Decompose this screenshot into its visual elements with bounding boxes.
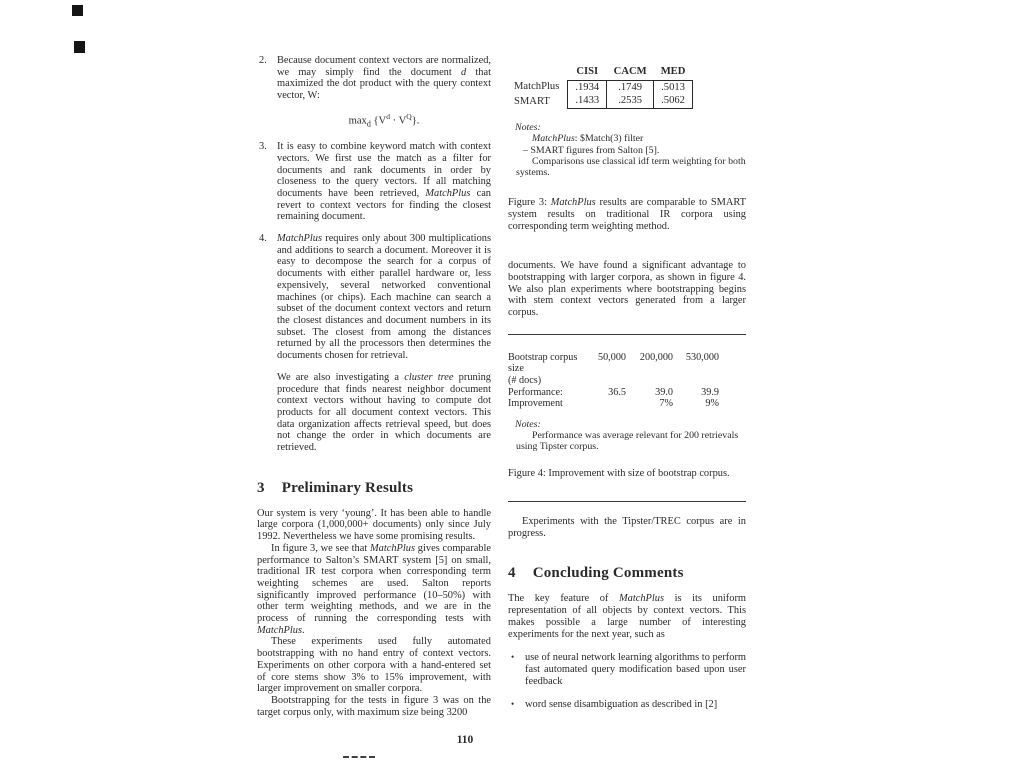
column-header: CISI — [568, 66, 607, 80]
scan-artifact-square — [74, 41, 85, 53]
paragraph-text: The key feature of — [508, 593, 619, 605]
table-cell: 200,000 — [639, 351, 673, 363]
table-row — [510, 94, 692, 108]
notes-label: Notes: — [515, 122, 541, 134]
equation-dot-product — [277, 111, 491, 130]
notes-label: Notes: — [515, 418, 541, 430]
bullet-icon: • — [511, 699, 515, 710]
italic-term: MatchPlus — [550, 197, 596, 209]
section-heading-preliminary-results — [257, 480, 491, 497]
bullet-item — [508, 699, 746, 711]
bullet-icon: • — [511, 652, 515, 663]
table-cell: 7% — [659, 398, 673, 410]
list-number: 2. — [259, 55, 267, 66]
figure3-results-table — [510, 66, 693, 109]
table-cell: 9% — [705, 398, 719, 410]
right-column — [508, 66, 746, 711]
figure3-notes — [508, 122, 746, 178]
table-row — [508, 352, 746, 387]
paragraph — [257, 543, 491, 637]
formula-sup: Q — [406, 111, 412, 121]
paragraph: These experiments used fully automated bootstrapping with no hand entry of context vectors. Experiments on other corpora with a hand-entered set of core stems show 3% to 15% improvement, with larger improvement on smaller corpora. — [257, 636, 491, 695]
paragraph: Experiments with the Tipster/TREC corpus are in progress. — [508, 516, 746, 539]
list-number: 4. — [259, 233, 267, 245]
note-line: – SMART figures from Salton [5]. — [523, 144, 660, 156]
column-header: MED — [654, 66, 693, 80]
page-number: 110 — [456, 734, 474, 746]
table-cell: 39.9 — [701, 386, 719, 398]
italic-term: MatchPlus — [618, 593, 665, 605]
list-item-text: can revert to context vectors for finding the closest remaining document. — [277, 187, 491, 223]
table-cell: .2535 — [607, 94, 654, 108]
row-label: MatchPlus — [514, 81, 560, 93]
italic-term: MatchPlus — [425, 187, 471, 199]
table-header-row — [510, 66, 692, 80]
figure-separator-rule — [508, 501, 746, 502]
paragraph: documents. We have found a significant advantage to bootstrapping with larger corpora, as shown in figure 4. We also plan experiments where bootstrapping begins with stem context vectors generated from a larger corpus. — [508, 260, 746, 319]
paragraph-text: gives comparable performance to Salton’s SMART system [5] on small, traditional IR test corpora when corresponding term weighting schemes are used. Salton reports significantly improved performance (10–50%) with other term weighting methods, and we are in the process of running the corresponding tests with — [257, 542, 491, 625]
paragraph: Bootstrapping for the tests in figure 3 was on the target corpus only, with maximum size being 3200 — [257, 694, 491, 718]
note-line — [532, 133, 746, 144]
list-item-text: It is easy to combine keyword match with context vectors. We first use the match as a filter for documents and rank documents in order by closeness to the query vectors. If all matching documents have been retrieved, — [277, 141, 491, 199]
italic-term: MatchPlus — [369, 542, 416, 554]
table-cell: 530,000 — [685, 351, 719, 363]
table-cell: 36.5 — [608, 386, 626, 398]
formula-sup: d — [386, 111, 390, 121]
paragraph: Our system is very ‘young’. It has been able to handle large corpora (1,000,000+ documents) only since July 1992. Nevertheless we have some promising results. — [257, 507, 491, 543]
table-cell: 39.0 — [655, 386, 673, 398]
list-item-3 — [257, 141, 491, 223]
bullet-text: use of neural network learning algorithms to perform fast automated query modification based upon user feedback — [525, 652, 746, 687]
list-item-text: Because document context vectors are normalized, we may simply find the document — [277, 55, 491, 78]
section-number: 3 — [257, 479, 265, 496]
paragraph — [508, 593, 746, 640]
section-title: Preliminary Results — [281, 479, 414, 496]
note-line: Performance was average relevant for 200 retrievals using Tipster corpus. — [516, 429, 739, 453]
column-header: CACM — [607, 66, 654, 80]
row-label — [508, 352, 590, 387]
list-item-2 — [257, 55, 491, 130]
section-heading-concluding-comments — [508, 565, 746, 582]
section-number: 4 — [508, 565, 516, 582]
note-text: : $Match(3) filter — [574, 133, 644, 145]
bullet-item — [508, 652, 746, 687]
caption-text: Figure 3: — [508, 197, 551, 209]
scan-artifact-square — [72, 5, 83, 16]
figure4-caption: Figure 4: Improvement with size of bootstrap corpus. — [508, 468, 730, 480]
figure4-table — [508, 352, 746, 410]
table-row — [508, 398, 746, 410]
italic-term: d — [460, 66, 467, 78]
table-cell — [590, 398, 626, 410]
left-column — [257, 55, 491, 718]
italic-term: MatchPlus — [257, 624, 303, 636]
formula-op: max — [348, 115, 367, 127]
row-label-text: (# docs) — [508, 374, 542, 386]
formula-close: }. — [411, 115, 420, 127]
list-item-text: that maximized the dot product with the query context vector, W: — [277, 66, 491, 102]
table-cell: .1934 — [568, 80, 607, 94]
italic-term: MatchPlus — [277, 233, 323, 245]
row-label: Improvement — [508, 398, 563, 410]
note-line: Comparisons use classical idf term weighting for both systems. — [516, 155, 746, 178]
list-number: 3. — [259, 141, 267, 153]
paragraph-text: is its uniform representation of all objects by context vectors. This makes possible a large number of interesting experiments for the next year, such as — [508, 593, 746, 640]
list-item-4 — [257, 233, 491, 362]
formula-v: V — [398, 115, 407, 127]
table-cell: .1433 — [568, 94, 607, 108]
list-item-text: requires only about 300 multiplications and additions to search a document. Moreover it is easy to decompose the search for a corpus of documents with either parallel hardware or, less expensively, several networked conventional machines (or chips). Each machine can search a subset of the document context vectors and return the closest distances and document numbers in its subset. The closest from among the distances returned by all the processors then determines the documents chosen for retrieval. — [277, 233, 491, 362]
row-label: SMART — [514, 95, 550, 107]
formula-dot: · — [389, 115, 399, 127]
bullet-text: word sense disambiguation as described in [2] — [525, 699, 718, 711]
row-label: Performance: — [508, 386, 563, 398]
figure3-caption — [508, 197, 746, 232]
paragraph-text: . — [302, 624, 305, 636]
table-row — [510, 80, 692, 94]
cluster-tree-paragraph — [257, 372, 491, 454]
row-label-text: Bootstrap corpus size — [508, 351, 578, 375]
formula-sub: d — [366, 119, 371, 129]
italic-term: cluster tree — [404, 371, 454, 383]
table-cell: .1749 — [607, 80, 654, 94]
paragraph-text: We are also investigating a — [277, 371, 405, 383]
scan-artifact-dashes — [343, 756, 375, 758]
figure-separator-rule — [508, 334, 746, 335]
table-corner-cell — [510, 66, 568, 80]
table-cell: .5013 — [654, 80, 693, 94]
caption-text: results are comparable to SMART system results on traditional IR corpora using corresponding term weighting method. — [508, 197, 746, 232]
formula-open: {V — [370, 115, 387, 127]
table-cell: .5062 — [654, 94, 693, 108]
table-cell: 50,000 — [597, 351, 626, 363]
paragraph-text: In figure 3, we see that — [271, 542, 370, 554]
italic-term: MatchPlus — [532, 133, 575, 145]
section-title: Concluding Comments — [532, 565, 684, 582]
figure4-notes — [508, 419, 746, 453]
table-row — [508, 387, 746, 399]
paragraph-text: pruning procedure that finds nearest neighbor document context vectors without having to compute dot products for all document context vectors. This data organization affects retrieval speed, but does not change the order in which documents are retrieved. — [277, 371, 491, 454]
